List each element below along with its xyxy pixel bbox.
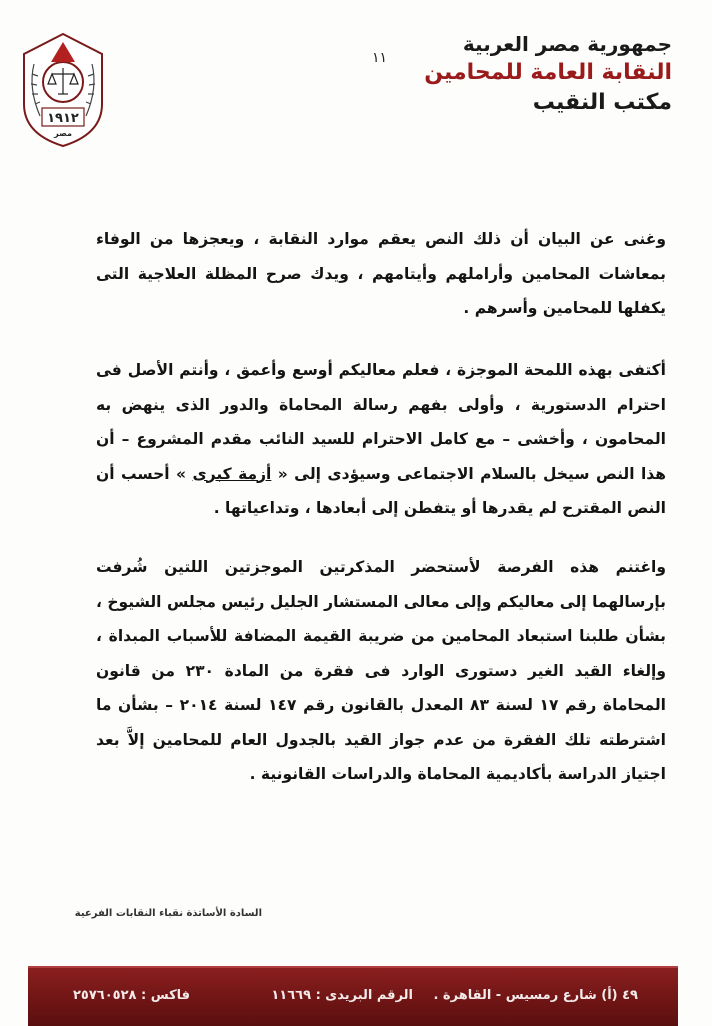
paragraph-2-part-a: أكتفى بهذه اللمحة الموجزة ، فعلم معاليكم أوسع وأعمق ، وأنتم الأصل فى احترام الدستورية ، وأولى بفهم رسالة المحاماة والدور الذى ينهض به المحامون ، وأخشى – مع كامل الاحترام للسيد النائب مقدم المشروع – أن هذا النص سيخل بالسلام الاجتماعى وسيؤدى إلى « [96, 361, 666, 483]
footer-postal-code: الرقم البريدى : ١١٦٦٩ [271, 988, 413, 1003]
footer-fax: فاكس : ٢٥٧٦٠٥٢٨ [73, 988, 191, 1003]
header-country: جمهورية مصر العربية [462, 32, 672, 56]
paragraph-3: واغتنم هذه الفرصة لأستحضر المذكرتين الموجزتين اللتين شُرفت بإرسالهما إلى معاليكم وإلى معالى المستشار الجليل رئيس مجلس الشيوخ ، بشأن طلبنا استبعاد المحامين من ضريبة القيمة المضافة للأسباب المبداة ، وإلغاء القيد الغير دستورى الوارد فى فقرة من المادة ٢٣٠ من قانون المحاماة رقم ١٧ لسنة ٨٣ المعدل بالقانون رقم ١٤٧ لسنة ٢٠١٤ – بشأن ما اشترطته تلك الفقرة من عدم جواز القيد بالجدول العام للمحامين إلاَّ بعد اجتياز الدراسة بأكاديمية المحاماة والدراسات القانونية . [96, 558, 666, 783]
recipient-note: السادة الأساتذة نقباء النقابات الفرعية [74, 908, 262, 919]
logo-year: ١٩١٢ [47, 111, 79, 126]
footer-address: ٤٩ (أ) شارع رمسيس - القاهرة . [433, 988, 638, 1003]
footer-band [28, 966, 678, 1026]
paragraph-2-part-b: » أحسب أن النص المقترح لم يقدرها أو يتفطن إلى أبعادها ، وتداعياتها . [96, 464, 666, 517]
letterhead [424, 30, 672, 118]
paragraph-2 [96, 353, 666, 526]
header-organization: النقابة العامة للمحامين [424, 60, 672, 85]
bar-association-emblem-icon [18, 30, 108, 150]
paragraph-1: وغنى عن البيان أن ذلك النص يعقم موارد النقابة ، ويعجزها من الوفاء بمعاشات المحامين وأراملهم وأيتامهم ، ويدك صرح المظلة العلاجية التى يكفلها للمحامين وأسرهم . [96, 230, 666, 317]
header-office: مكتب النقيب [532, 90, 672, 115]
underlined-phrase: أزمة كبرى [192, 464, 272, 483]
logo-city: مصر [54, 129, 72, 138]
page-number: ١١ [372, 50, 388, 66]
